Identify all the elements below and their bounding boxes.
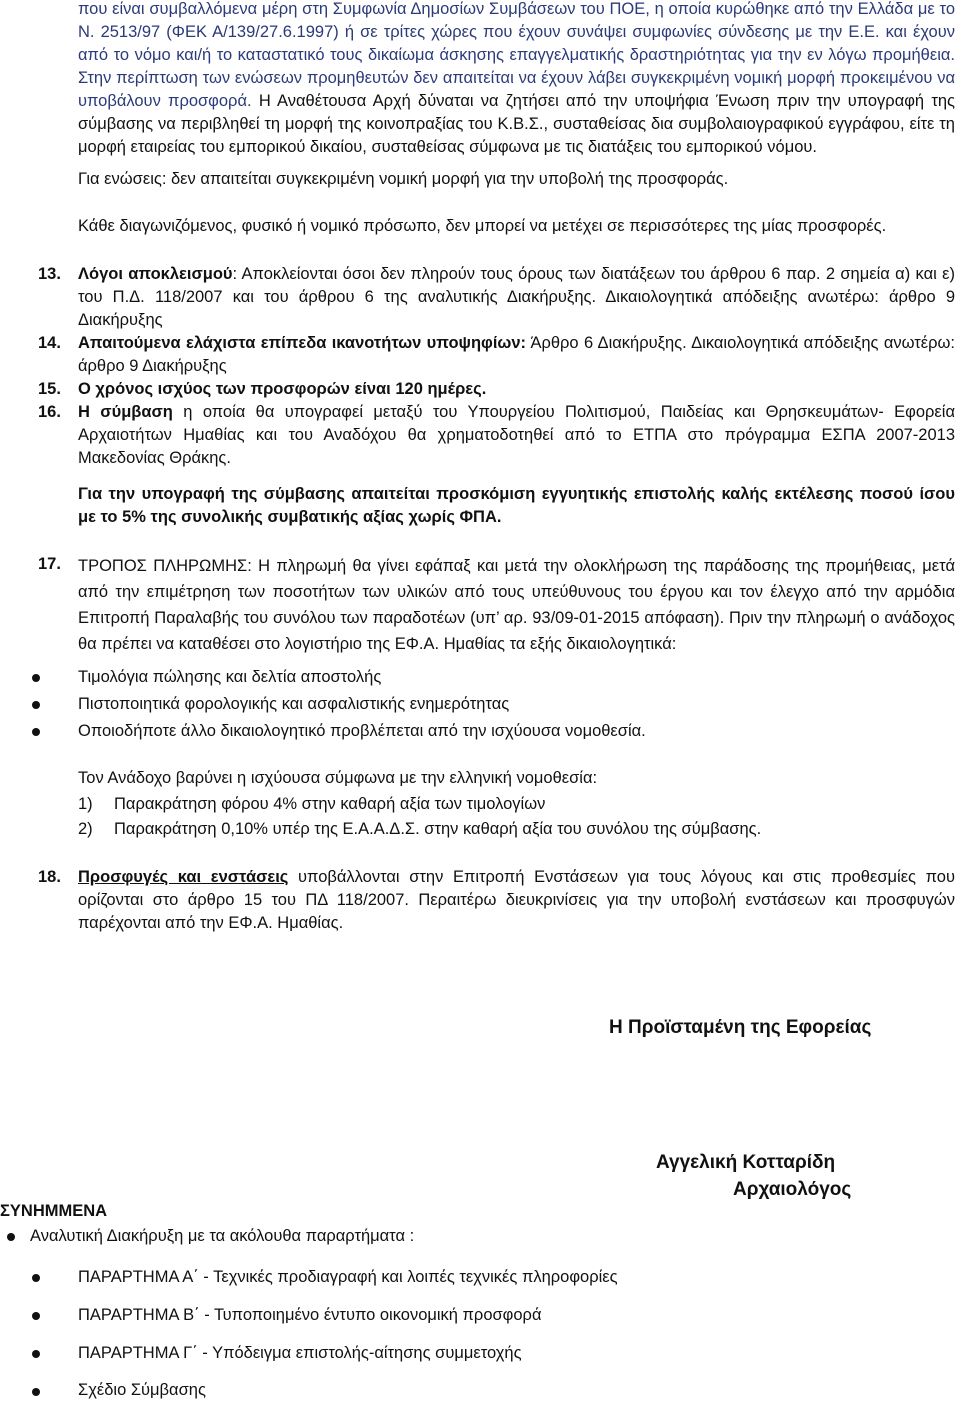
item-16-number: 16.	[38, 403, 61, 421]
bullet-icon	[32, 1312, 40, 1320]
payment-doc-item: Οποιοδήποτε άλλο δικαιολογητικό προβλέπεται από την ισχύουσα νομοθεσία.	[78, 722, 646, 740]
attachment-item: ΠΑΡΑΡΤΗΜΑ Γ΄ - Υπόδειγμα επιστολής-αίτησης συμμετοχής	[78, 1344, 522, 1362]
intro-eligibility-paragraph	[78, 0, 955, 159]
item-14-title: Απαιτούμενα ελάχιστα επίπεδα ικανοτήτων υποψηφίων:	[78, 334, 527, 352]
item-17-text: : Η πληρωμή θα γίνει εφάπαξ και μετά την ολοκλήρωση της παράδοσης της προμήθειας, μετά από την επιμέτρηση των ποσοτήτων των υλικών από τους υπεύθυνους του έργου και τον έλεγχο από την αρμόδια Επιτροπή Παραλαβής του συνόλου των παραδοτέων (υπ’ αρ. 93/09-01-2015 απόφαση). Πριν την πληρωμή ο ανάδοχος θα πρέπει να καταθέσει στο λογιστήριο της ΕΦ.Α. Ημαθίας τα εξής δικαιολογητικά:	[78, 557, 955, 653]
bullet-icon	[32, 701, 40, 709]
payment-doc-item: Τιμολόγια πώλησης και δελτία αποστολής	[78, 668, 382, 686]
signature-role: Η Προϊσταμένη της Εφορείας	[609, 1017, 872, 1038]
tax-item-1-number: 1)	[78, 795, 93, 813]
tax-item-2-number: 2)	[78, 820, 93, 838]
attachments-heading: ΣΥΝΗΜΜΕΝΑ	[0, 1202, 108, 1220]
intro-eligibility-text: που είναι συμβαλλόμενα μέρη στη Συμφωνία Δημοσίων Συμβάσεων του ΠΟΕ, η οποία κυρώθηκε από την Ελλάδα με το Ν. 2513/97 (ΦΕΚ Α/139/27.6.1997) ή σε τρίτες χώρες που έχουν συνάψει συμφωνίες σύνδεσης με την Ε.Ε. και έχουν από το νόμο και/ή το καταστατικό τους δικαίωμα άσκησης επαγγελματικής δραστηριότητας για την εν λόγω προμήθεια.	[78, 0, 955, 64]
tax-intro: Τον Ανάδοχο βαρύνει η ισχύουσα σύμφωνα με την ελληνική νομοθεσία:	[78, 769, 598, 787]
bullet-icon	[32, 1388, 40, 1396]
intro-unions-line: Για ενώσεις: δεν απαιτείται συγκεκριμένη νομική μορφή για την υποβολή της προσφοράς.	[78, 170, 729, 188]
item-18-text: υποβάλλονται στην Επιτροπή Ενστάσεων για τους λόγους και στις προθεσμίες που ορίζονται στο άρθρο 15 του ΠΔ 118/2007. Περαιτέρω διευκρινίσεις για την υποβολή ενστάσεων και προσφυγών παρέχονται από την ΕΦ.Α. Ημαθίας.	[78, 868, 955, 932]
item-14-text: Άρθρο 6 Διακήρυξης. Δικαιολογητικά απόδειξης ανωτέρω: άρθρο 9 Διακήρυξης	[78, 334, 955, 375]
bullet-icon	[7, 1233, 15, 1241]
item-16-title: Η σύμβαση	[78, 403, 173, 421]
item-14-number: 14.	[38, 334, 61, 352]
tax-item-2: Παρακράτηση 0,10% υπέρ της Ε.Α.Α.Δ.Σ. στην καθαρή αξία του συνόλου της σύμβασης.	[114, 820, 762, 838]
intro-consortium-text: Στην περίπτωση των ενώσεων προμηθευτών δεν απαιτείται να έχουν λάβει συγκεκριμένη νομική μορφή προκειμένου να υποβάλουν προσφορά.	[78, 69, 955, 110]
intro-joint-venture-text: Η Αναθέτουσα Αρχή δύναται να ζητήσει από την υποψήφια Ένωση πριν την υπογραφή της σύμβασης να περιβληθεί τη μορφή της κοινοπραξίας του Κ.Β.Σ., συσταθείσας δια συμβολαιογραφικού εγγράφου, είτε τη μορφή εταιρείας του εμπορικού δικαίου, συσταθείσας σύμφωνα με τις διατάξεις του εμπορικού νόμου.	[78, 92, 955, 156]
payment-doc-item: Πιστοποιητικά φορολογικής και ασφαλιστικής ενημερότητας	[78, 695, 510, 713]
item-16-guarantee-requirement: Για την υπογραφή της σύμβασης απαιτείται προσκόμιση εγγυητικής επιστολής καλής εκτέλεσης ποσού ίσου με το 5% της συνολικής συμβατικής αξίας χωρίς ΦΠΑ.	[78, 485, 955, 526]
item-15-offer-validity	[78, 378, 955, 401]
item-15-title: Ο χρόνος ισχύος των προσφορών είναι 120 ημέρες.	[78, 380, 487, 398]
item-16-contract	[78, 401, 955, 470]
tax-item-1: Παρακράτηση φόρου 4% στην καθαρή αξία των τιμολογίων	[114, 795, 546, 813]
attachment-item: Σχέδιο Σύμβασης	[78, 1381, 206, 1399]
item-17-number: 17.	[38, 555, 61, 573]
item-17-title: ΤΡΟΠΟΣ ΠΛΗΡΩΜΗΣ	[78, 557, 248, 575]
signature-title: Αρχαιολόγος	[733, 1179, 852, 1200]
attachment-item: ΠΑΡΑΡΤΗΜΑ Α΄ - Τεχνικές προδιαγραφή και λοιπές τεχνικές πληροφορίες	[78, 1268, 618, 1286]
item-18-title: Προσφυγές και ενστάσεις	[78, 868, 289, 886]
bullet-icon	[32, 728, 40, 736]
item-13-text: : Αποκλείονται όσοι δεν πληρούν τους όρους των διατάξεων του άρθρου 6 παρ. 2 σημεία α) και ε) του Π.Δ. 118/2007 και του άρθρου 6 της αναλυτικής Διακήρυξης. Δικαιολογητικά απόδειξης ανωτέρω: άρθρο 9 Διακήρυξης	[78, 265, 955, 329]
item-13-title: Λόγοι αποκλεισμού	[78, 265, 233, 283]
bullet-icon	[32, 674, 40, 682]
item-13-number: 13.	[38, 265, 61, 283]
bullet-icon	[32, 1274, 40, 1282]
item-16-text: η οποία θα υπογραφεί μεταξύ του Υπουργείου Πολιτισμού, Παιδείας και Θρησκευμάτων- Εφορεία Αρχαιοτήτων Ημαθίας και του Αναδόχου θα χρηματοδοτηθεί από το ΕΤΠΑ στο πρόγραμμα ΕΣΠΑ 2007-2013 Μακεδονίας Θράκης.	[78, 403, 955, 467]
signature-name: Αγγελική Κοτταρίδη	[656, 1152, 836, 1173]
intro-single-offer-line: Κάθε διαγωνιζόμενος, φυσικό ή νομικό πρόσωπο, δεν μπορεί να μετέχει σε περισσότερες της μίας προσφορές.	[78, 217, 887, 235]
item-18-number: 18.	[38, 868, 61, 886]
item-13-exclusion-grounds	[78, 263, 955, 332]
item-14-minimum-capacity	[78, 332, 955, 378]
item-15-number: 15.	[38, 380, 61, 398]
attachments-lead: Αναλυτική Διακήρυξη με τα ακόλουθα παραρτήματα :	[30, 1227, 415, 1245]
item-18-objections	[78, 866, 955, 935]
bullet-icon	[32, 1350, 40, 1358]
attachment-item: ΠΑΡΑΡΤΗΜΑ Β΄ - Τυποποιημένο έντυπο οικονομική προσφορά	[78, 1306, 542, 1324]
item-17-payment-method	[78, 553, 955, 657]
